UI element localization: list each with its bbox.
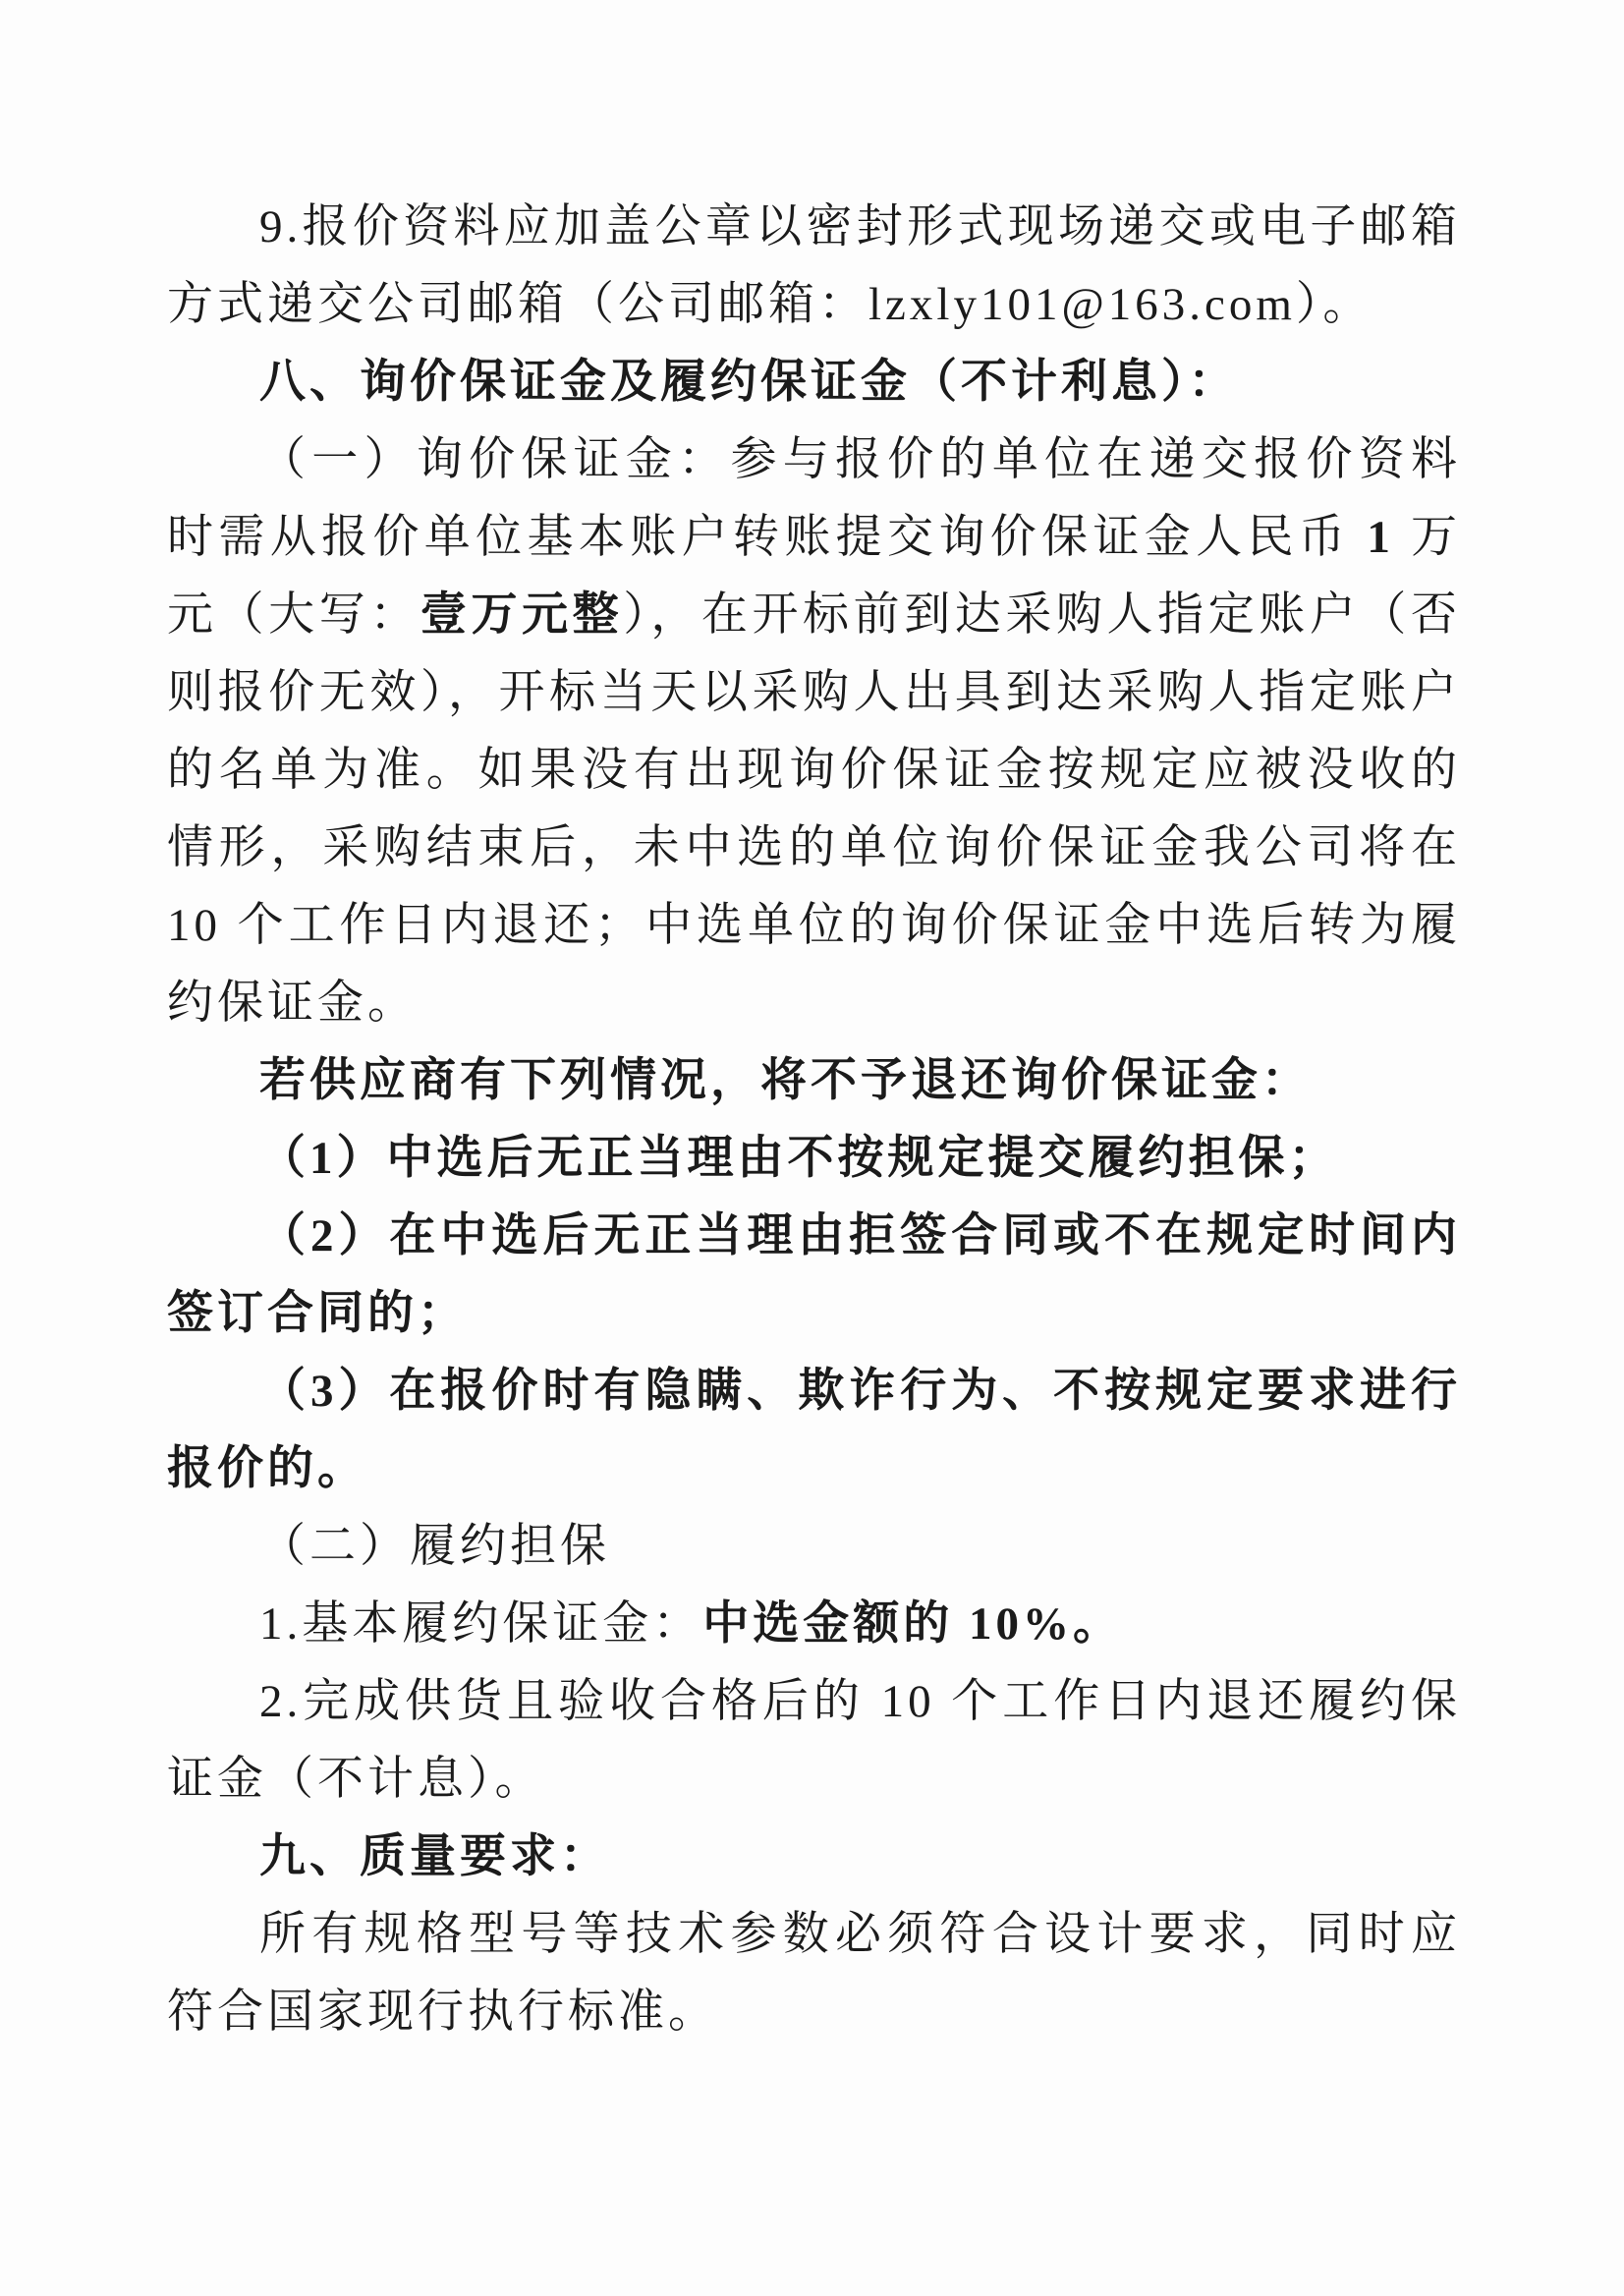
clause-9-submission <box>167 189 1461 344</box>
text-run-bold: 八、询价保证金及履约保证金（不计利息）： <box>259 357 1239 408</box>
text-run: 9.报价资料应加盖公章以密封形式现场递交或电子邮箱方式递交公司邮箱（公司邮箱：lzxly101@163.com）。 <box>167 201 1461 330</box>
para-quality-requirements <box>167 1896 1461 2051</box>
text-run-bold: 1 <box>1367 512 1394 563</box>
text-run-bold: 中选金额的 10%。 <box>702 1598 1123 1650</box>
item-deposit-refund <box>167 1663 1461 1819</box>
heading-section-8 <box>167 344 1461 421</box>
forfeit-item-3 <box>167 1353 1461 1508</box>
text-run-bold: （1）中选后无正当理由不按规定提交履约担保； <box>259 1133 1339 1184</box>
text-run-bold: （3）在报价时有隐瞒、欺诈行为、不按规定要求进行报价的。 <box>167 1366 1461 1494</box>
document-content <box>167 189 1461 2051</box>
para-inquiry-deposit <box>167 421 1461 1042</box>
text-run-bold: 壹万元整 <box>420 589 624 641</box>
text-run: （二）履约担保 <box>259 1521 610 1572</box>
para-performance-guarantee <box>167 1508 1461 1586</box>
forfeit-item-1 <box>167 1120 1461 1198</box>
para-forfeit-intro <box>167 1042 1461 1120</box>
text-run: 2.完成供货且验收合格后的 10 个工作日内退还履约保证金（不计息）。 <box>167 1676 1461 1805</box>
text-run: （一）询价保证金：参与报价的单位在递交报价资料时需从报价单位基本账户转账提交询价保证金人民币 <box>167 434 1461 563</box>
text-run-bold: （2）在中选后无正当理由拒签合同或不在规定时间内签订合同的； <box>167 1210 1461 1339</box>
text-run: 1.基本履约保证金： <box>259 1598 703 1650</box>
text-run: ），在开标前到达采购人指定账户（否则报价无效），开标当天以采购人出具到达采购人指定账户的名单为准。如果没有出现询价保证金按规定应被没收的情形，采购结束后，未中选的单位询价保证金我公司将在 10 个工作日内退还；中选单位的询价保证金中选后转为履约保证金。 <box>167 589 1462 1029</box>
item-basic-performance-deposit <box>167 1586 1461 1663</box>
heading-section-9 <box>167 1819 1461 1896</box>
text-run-bold: 九、质量要求： <box>259 1831 610 1882</box>
text-run-bold: 若供应商有下列情况，将不予退还询价保证金： <box>259 1055 1312 1106</box>
text-run: 所有规格型号等技术参数必须符合设计要求，同时应符合国家现行执行标准。 <box>167 1909 1461 2038</box>
forfeit-item-2 <box>167 1198 1461 1353</box>
text-run: 万元（大写： <box>167 512 1462 641</box>
